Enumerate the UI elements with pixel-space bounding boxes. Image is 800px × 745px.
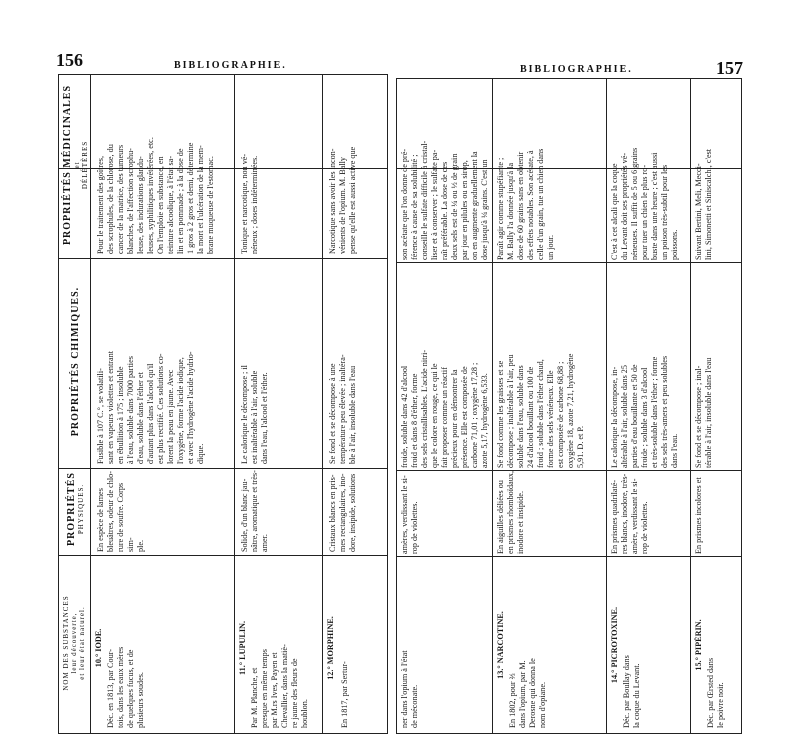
left-row-0-name: 10.° IODE. bbox=[94, 628, 103, 668]
left-row-divider-2 bbox=[322, 74, 323, 734]
right-row-1-medicinales: Paraît agir comme stupéfiante ; M. Bally l'a donnée jusqu'à la dose de 60 grains sans en obtenir des effets notables. Son acétate, à celle d'un grain, tue un chien dans un jour. bbox=[496, 148, 555, 260]
right-row-2-physiques: En prismes quadrilaté- res blancs, inodore, très- amère, verdissant le si- rop de violettes. bbox=[610, 473, 649, 554]
right-row-divider-1 bbox=[492, 78, 493, 734]
right-row-0-medicinales: son acétate que l'on donne de pré- férence à cause de sa solubilité ; conseille le sulfate difficile à cristal- liser et à conserver ; le sulfate pa- raît préférable. La dose de ces deux sels est de ¼ ou ½ de grain par jour en pilules ou en sirop, on en augmente graduellement la dose jusqu'à ¼ grains. C'est un bbox=[400, 140, 489, 260]
right-row-2-substance: Déc. par Boullay dans la coque du Levant. bbox=[622, 655, 641, 728]
left-row-1-name: 11.° LUPULIN. bbox=[238, 621, 247, 675]
right-row-divider-3 bbox=[690, 78, 691, 734]
left-row-1-physiques: Solide, d'un blanc jau- nâtre, aromatique et très- amer. bbox=[240, 470, 269, 552]
left-row-0-physiques: En espèce de lames bleuâtres, odeur de chlo- rure de soufre. Corps sim- ple. bbox=[96, 471, 145, 552]
left-row-2-name: 12.° MORPHINE. bbox=[326, 616, 335, 680]
right-row-3-name: 15.° PIPÉRIN. bbox=[694, 619, 703, 671]
right-row-divider-2 bbox=[606, 78, 607, 734]
left-header-medicinales: PROPRIÉTÉS MÉDICINALES et DÉLÉTÈRES bbox=[62, 84, 89, 246]
left-row-0-chimiques: Fusible à 107 C.°, se volatili- sant en vapeurs violettes et entrant en ébullition à 175 ; insoluble à l'eau, soluble dans 7000 parties d'eau, soluble dans l'éther et d'autant plus dans l'alcool qu'il est plus rectifié. Ces solutions co- lorent la peau en jaune. Avec l'oxygène, forme l'acide iodique, et avec l'hydrogène l'acide hydrio- dique. bbox=[96, 351, 205, 464]
left-row-0-medicinales: Pour le traitement des goîtres, des scrophules, de la chlorose, du cancer de la matrice, des tumeurs blanches, de l'affection scrophu- leuse, des indurations glandu- leuses, syphilitiques invétérées, etc. On l'emploie en substance, en teinture alcoolique, à l'état sa- lin et en pommade ; à la dose de 1 gros à 2 gros et demi, détermine la mort et l'ulcération de la mem- brane muqueuse de l'estomac. bbox=[96, 137, 215, 254]
right-row-2-chimiques: Le calorique la décompose, in- altérable à l'air, soluble dans 25 parties d'eau bouillante et 50 de froide ; soluble dans 3 d'alcool et très-soluble dans l'éther ; forme des sels très-amers et peu solubles dans l'eau. bbox=[610, 355, 679, 468]
left-header-divider bbox=[90, 74, 91, 734]
right-row-0-physiques: amères, verdissant le si- rop de violettes. bbox=[400, 475, 419, 554]
right-page-number: 157 bbox=[716, 58, 743, 78]
right-row-1-chimiques: Se fond comme les graisses et se décompose ; inaltérable à l'air, peu soluble dans l'eau, soluble dans 24 d'alcool bouillant ou 100 de froid ; soluble dans l'éther chaud, forme des sels vénéneux. Elle est composée de carbone 68,88 ; oxygène 18, azote 7,21, hydrogène 5,91. D. et P. bbox=[496, 353, 585, 468]
left-row-2-chimiques: Se fond et se décompose à une température peu élevée ; inaltéra- ble à l'air, insoluble dans l'eau bbox=[328, 354, 357, 464]
left-header-chimiques: PROPRIÉTÉS CHIMIQUES. bbox=[70, 286, 81, 437]
left-col-divider-4 bbox=[58, 555, 388, 556]
right-row-1-name: 13.° NARCOTINE. bbox=[496, 611, 505, 679]
left-row-1-medicinales: Tonique et narcotique, non vé- néneux ; doses indéterminées. bbox=[240, 153, 259, 254]
left-row-2-substance: En 1817, par Sertur- bbox=[340, 661, 349, 728]
left-row-1-chimiques: Le calorique le décompose ; il est inaltérable à l'air, soluble dans l'eau, l'alcool et l'éther. bbox=[240, 365, 269, 464]
right-row-0-substance: ner dans l'opium à l'état de méconate. bbox=[400, 650, 419, 728]
left-header-substances: NOM DES SUBSTANCES leur découverte, et leur état naturel. bbox=[62, 595, 86, 691]
right-row-2-name: 14.° PICROTOXINE. bbox=[610, 606, 619, 684]
left-page-number: 156 bbox=[56, 50, 83, 70]
right-row-3-medicinales: Suivant Bertini, Meli, Mecci- lini, Simonetti et Siniscalchi, c'est bbox=[694, 148, 713, 260]
right-row-3-physiques: En prismes incolores et bbox=[694, 477, 703, 554]
right-row-1-substance: En 1802, pour ⅔ dans l'opium, par M. Derosne qui donna le nom d'opiane. bbox=[508, 658, 547, 728]
left-running-title: BIBLIOGRAPHIE. bbox=[174, 60, 287, 71]
left-col-divider-2 bbox=[58, 258, 388, 259]
left-row-2-physiques: Cristaux blancs en pris- mes rectangulaires, ino- dore, insipide, solutions bbox=[328, 473, 357, 552]
right-running-title: BIBLIOGRAPHIE. bbox=[520, 64, 633, 75]
left-row-1-substance: Par M. Planche, et presque en même temps par M.rs Ives, Payen et Chevallier, dans la matiè- re jaune des fleurs de houblon. bbox=[250, 644, 309, 728]
left-row-divider-1 bbox=[234, 74, 235, 734]
left-row-0-substance: Déc. en 1813, par Cour- tois, dans les eaux mères de quelques fucus, et de plusieurs soudes. bbox=[106, 646, 145, 728]
left-row-2-medicinales: Narcotique sans avoir les incon- vénients de l'opium. M. Bally pense qu'elle est aussi active que bbox=[328, 146, 357, 254]
right-row-1-physiques: En aiguilles déliées ou en prismes rhomboïdaux, inodore et insipide. bbox=[496, 471, 525, 554]
left-header-physiques: PROPRIÉTÉS PHYSIQUES. bbox=[66, 472, 85, 546]
right-row-0-chimiques: froide, soluble dans 42 d'alcool froid et dans 8 d'éther, forme des sels cristallisables. L'acide nitri- que le colore en rouge, ce qui le fait proposer comme un réactif précieux pour en démontrer la présence. Elle est composée de carbone 71,01 ; oxygène 17,28 ; azote 5,17, hydrogène 6,533. bbox=[400, 349, 489, 468]
right-row-3-substance: Déc. par Œrsted dans le poivre noir. bbox=[706, 657, 725, 728]
right-row-3-chimiques: Se fond et se décompose ; inal- térable à l'air, insoluble dans l'eau bbox=[694, 357, 713, 468]
right-row-2-medicinales: C'est à cet alcali que la coque du Levant doit ses propriétés vé- néneuses. Il suffit de 5 ou 6 grains pour tuer un chien le plus ro- buste dans une heure ; c'est aussi un poison très-subtil pour les poissons. bbox=[610, 147, 679, 260]
